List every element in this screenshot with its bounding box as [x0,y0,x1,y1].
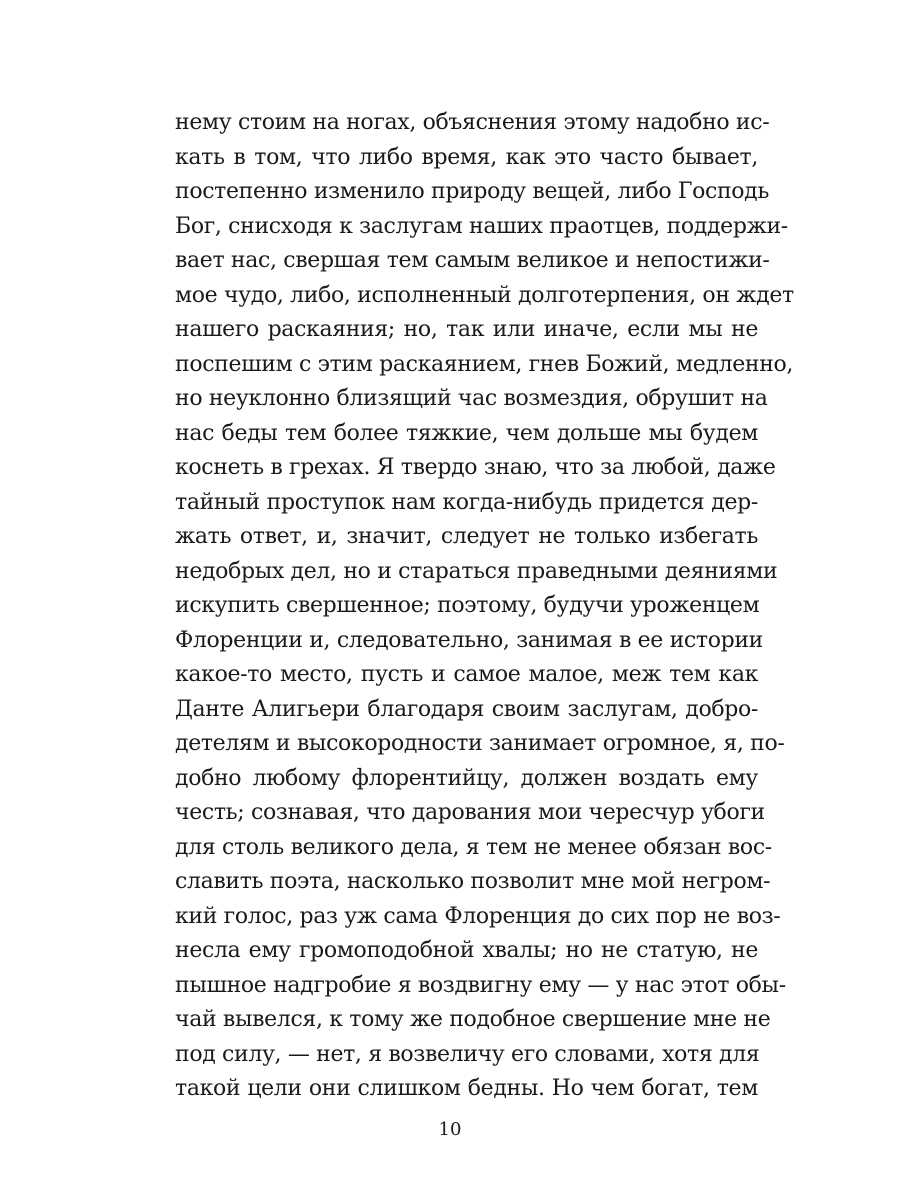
body-text [175,106,794,1107]
text-line-17: какое-то место, пусть и самое малое, меж тем как [175,662,758,687]
text-line-9: но неуклонно близящий час возмездия, обрушит на [175,386,768,411]
text-line-8: поспешим с этим раскаянием, гнев Божий, медленно, [175,351,794,377]
text-line-16: Флоренции и, следовательно, занимая в ее истории [175,627,763,653]
text-line-26: пышное надгробие я воздвигну ему — у нас этот обы- [175,972,786,998]
text-line-6: мое чудо, либо, исполненный долготерпения, он ждет [175,282,794,308]
text-line-14: недобрых дел, но и стараться праведными деяниями [175,558,778,584]
text-line-20: добно любому флорентийцу, должен воздать ему [175,765,758,791]
text-line-25: несла ему громоподобной хвалы; но не статую, не [175,938,758,963]
text-line-29: такой цели они слишком бедны. Но чем богат, тем [175,1076,758,1101]
text-line-15: искупить свершенное; поэтому, будучи уроженцем [175,593,760,618]
text-line-24: кий голос, раз уж сама Флоренция до сих пор не воз- [175,903,781,929]
text-line-3: постепенно изменило природу вещей, либо Господь [175,179,769,204]
text-line-11: коснеть в грехах. Я твердо знаю, что за любой, даже [175,455,776,480]
text-line-13: жать ответ, и, значит, следует не только избегать [175,524,758,549]
page-number: 10 [438,1119,462,1140]
text-line-10: нас беды тем более тяжкие, чем дольше мы будем [175,420,758,446]
text-line-27: чай вывелся, к тому же подобное свершение мне не [175,1007,771,1032]
text-line-28: под силу, — нет, я возвеличу его словами, хотя для [175,1041,760,1067]
text-line-23: славить поэта, насколько позволит мне мой негром- [175,869,771,894]
text-line-2: кать в том, что либо время, как это часто бывает, [175,144,758,170]
text-line-21: честь; сознавая, что дарования мои чересчур убоги [175,800,765,825]
text-line-4: Бог, снисходя к заслугам наших праотцев, поддержи- [175,213,788,239]
text-line-22: для столь великого дела, я тем не менее обязан вос- [175,834,772,860]
text-line-12: тайный проступок нам когда-нибудь придется дер- [175,489,758,515]
text-line-1: нему стоим на ногах, объяснения этому надобно ис- [175,110,770,135]
text-line-5: вает нас, свершая тем самым великое и непостижи- [175,248,770,273]
text-line-18: Данте Алигьери благодаря своим заслугам, добро- [175,696,758,722]
text-line-7: нашего раскаяния; но, так или иначе, если мы не [175,317,758,342]
text-line-19: детелям и высокородности занимает огромное, я, по- [175,731,785,756]
